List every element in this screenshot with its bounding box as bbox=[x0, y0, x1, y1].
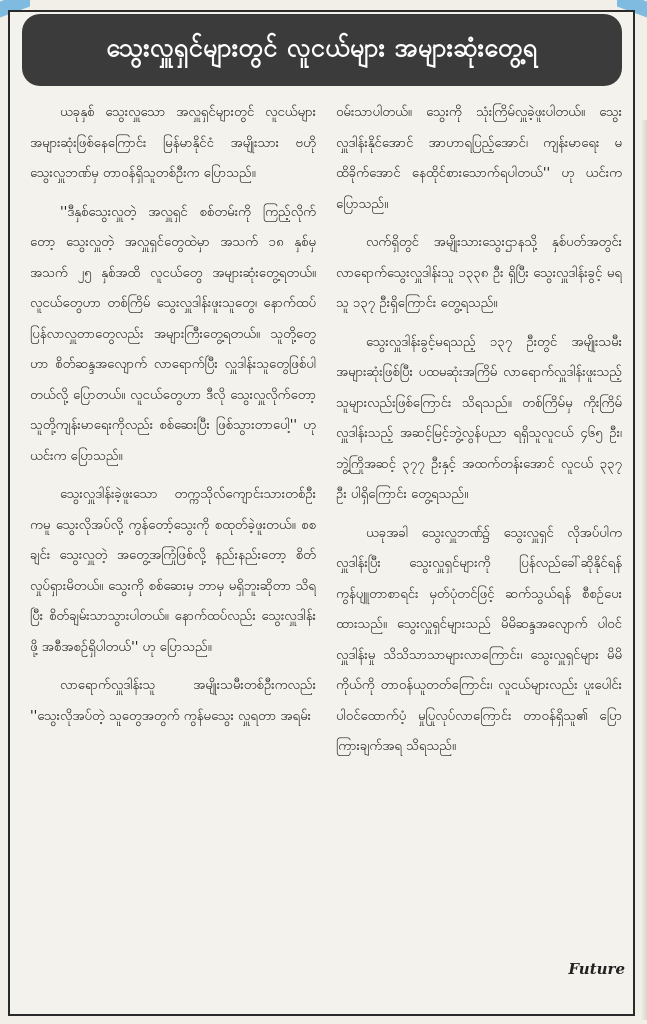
paragraph: သွေးလှူဒါန်းခဲ့ဖူးသော တက္ကသိုလ်ကျောင်းသားတစ်ဦးကမူ သွေးလိုအပ်လို့ ကွန်တော့်သွေးကို စထုတ်ခဲ့ဖူးတယ်။ စစချင်း သွေးလှူတဲ့ အတွေ့အကြုံဖြစ်လို့ နည်းနည်းတော့ စိတ်လှုပ်ရှားမိတယ်။ သွေးကို စစ်ဆေးမှ ဘာမှ မရှိဘူးဆိုတာ သိရပြီး စိတ်ချမ်းသာသွားပါတယ်။ နောက်ထပ်လည်း သွေးလှူဒါန်းဖို့ အစီအစဉ်ရှိပါတယ်'' ဟု ပြောသည်။ bbox=[30, 487, 316, 655]
paragraph: လာရောက်လှူဒါန်းသူ အမျိုးသမီးတစ်ဦးကလည်း ''သွေးလိုအပ်တဲ့ သူတွေအတွက် ကွန်မသွေး လှူရတာ အရမ်း bbox=[30, 678, 316, 724]
article-body bbox=[30, 98, 622, 963]
article-title: သွေးလှူရှင်များတွင် လူငယ်များ အများဆုံးတွေ့ရ bbox=[22, 14, 622, 86]
paragraph: သွေးလှူဒါန်းခွင့်မရသည့် ၁၃၇ ဦးတွင် အမျိုးသမီး အများဆုံးဖြစ်ပြီး ပထမဆုံးအကြိမ် လာရောက်လှူဒါန်းဖူးသည့်သူများလည်းဖြစ်ကြောင်း သိရသည်။ တစ်ကြိမ်မှ ကိုးကြိမ် လှူဒါန်းသည့် အဆင့်မြင့်ဘွဲ့လွန်ပညာ ရရှိသူလူငယ် ၄၆၅ ဦး၊ ဘွဲ့ကြိုအဆင့် ၃၇၇ ဦးနှင့် အထက်တန်းအောင် လူငယ် ၃၃၇ ဦး ပါရှိကြောင်း တွေ့ရသည်။ bbox=[336, 334, 622, 502]
paragraph: ''ဒီနှစ်သွေးလှူတဲ့ အလှူရှင် စစ်တမ်းကို ကြည့်လိုက်တော့ သွေးလှူတဲ့ အလှူရှင်တွေထဲမှာ အသက် ၁၈ နှစ်မှ အသက် ၂၅ နှစ်အထိ လူငယ်တွေ အများဆုံးတွေ့ရတယ်။ လူငယ်တွေဟာ တစ်ကြိမ် သွေးလှူဒါန်းဖူးသူတွေ၊ နောက်ထပ် ပြန်လာလှူတာတွေလည်း အများကြီးတွေ့ရတယ်။ သူတို့တွေဟာ စိတ်ဆန္ဒအလျောက် လာရောက်ပြီး လှူဒါန်းသူတွေဖြစ်ပါတယ်လို့ ပြောတယ်။ လူငယ်တွေဟာ ဒီလို သွေးလှူလိုက်တော့ သူတို့ကျန်းမာရေးကိုလည်း စစ်ဆေးပြီး ဖြစ်သွားတာပေါ့'' ဟု ယင်းက ပြောသည်။ bbox=[30, 204, 316, 464]
paragraph: ဝမ်းသာပါတယ်။ သွေးကို သုံးကြိမ်လှူခဲ့ဖူးပါတယ်။ သွေးလှူဒါန်းနိုင်အောင် အာဟာရပြည့်အောင်၊ ကျန်းမာရေး မထိခိုက်အောင် နေထိုင်စားသောက်ရပါတယ်'' ဟု ယင်းက ပြောသည်။ bbox=[336, 105, 622, 212]
right-column bbox=[336, 98, 622, 963]
paragraph: ယခုနှစ် သွေးလှူသော အလှူရှင်များတွင် လူငယ်များ အများဆုံးဖြစ်နေကြောင်း မြန်မာနိုင်ငံ အမျိုးသား ဗဟိုသွေးလှူဘဏ်မှ တာဝန်ရှိသူတစ်ဦးက ပြောသည်။ bbox=[30, 105, 316, 181]
paragraph: လက်ရှိတွင် အမျိုးသားသွေးဌာနသို့ နှစ်ပတ်အတွင်း လာရောက်သွေးလှူဒါန်းသူ ၁၃၃၈ ဦး ရှိပြီး သွေးလှူဒါန်းခွင့် မရသူ ၁၃၇ ဦးရှိကြောင်း တွေ့ရသည်။ bbox=[336, 235, 622, 311]
page-edge-shadow bbox=[641, 120, 647, 1020]
source-credit: Future bbox=[568, 960, 625, 978]
paragraph: ယခုအခါ သွေးလှူဘဏ်၌ သွေးလှူရှင် လိုအပ်ပါက လှူဒါန်းပြီး သွေးလှူရှင်များကို ပြန်လည်ခေါ်ဆိုနိုင်ရန် ကွန်ပျူတာစာရင်း မှတ်ပုံတင်ဖြင့် ဆက်သွယ်ရန် စီစဉ်ပေးထားသည်။ သွေးလှူရှင်များသည် မိမိဆန္ဒအလျောက် ပါဝင်လှူဒါန်းမှု သိသိသာသာများလာကြောင်း၊ သွေးလှူရှင်များ မိမိကိုယ်ကို တာဝန်ယူတတ်ကြောင်း၊ လူငယ်များလည်း ပူးပေါင်းပါဝင်ထောက်ပံ့ မှုပြုလုပ်လာကြောင်း တာဝန်ရှိသူ၏ ပြောကြားချက်အရ သိရသည်။ bbox=[336, 525, 622, 754]
left-column bbox=[30, 98, 316, 963]
